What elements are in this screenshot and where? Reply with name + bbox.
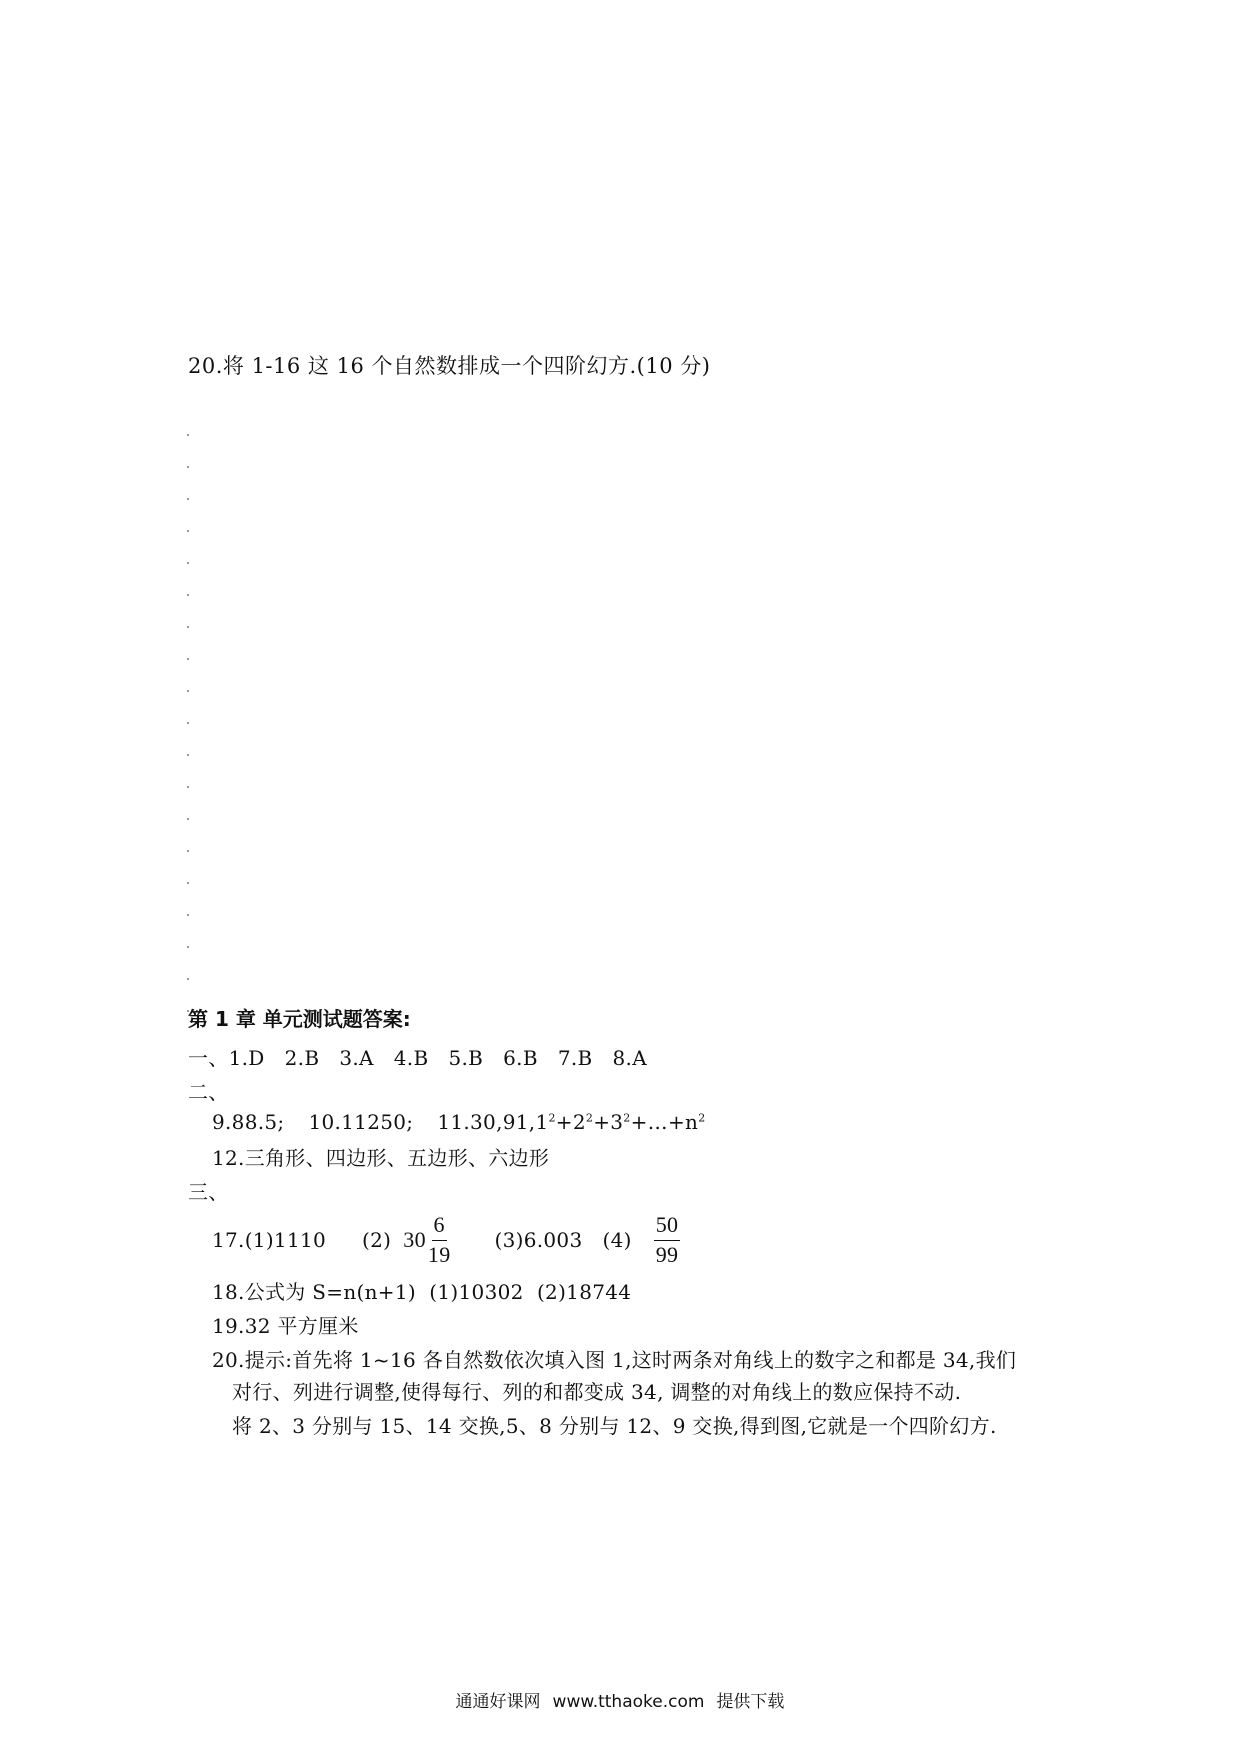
answer-12: 12.三角形、四边形、五边形、六边形 <box>212 1146 550 1170</box>
answer-18: 18.公式为 S=n(n+1) (1)10302 (2)18744 <box>212 1280 632 1304</box>
section-1-label: 一、 <box>188 1046 229 1070</box>
answer-19: 19.32 平方厘米 <box>212 1314 359 1338</box>
footer-tagline: 提供下载 <box>716 1692 785 1712</box>
answer-6: 6.B <box>503 1046 538 1070</box>
answer-17-part-4-fraction: $\frac{50}{99}$ <box>655 1212 679 1267</box>
answer-20-line-2: 对行、列进行调整,使得每行、列的和都变成 34, 调整的对角线上的数应保持不动. <box>232 1380 962 1404</box>
answer-4: 4.B <box>393 1046 429 1070</box>
footer-url[interactable]: www.tthaoke.com <box>552 1692 705 1712</box>
answer-9: 9.88.5; <box>212 1110 285 1134</box>
answer-11-prefix: 11.30,91, <box>437 1110 536 1134</box>
footer <box>0 1687 1240 1712</box>
answer-17 <box>212 1204 680 1276</box>
section-1-answers <box>188 1042 667 1071</box>
answer-2: 2.B <box>284 1046 320 1070</box>
answer-20-line-3: 将 2、3 分别与 15、14 交换,5、8 分别与 12、9 交换,得到图,它就是一个四阶幻方. <box>232 1414 997 1438</box>
section-2-line-1 <box>212 1110 706 1134</box>
section-3-label: 三、 <box>188 1180 229 1204</box>
answer-17-part-3: (3)6.003 <box>494 1228 583 1252</box>
answer-1: 1.D <box>228 1046 265 1070</box>
answer-17-part-1: 17.(1)1110 <box>212 1228 327 1252</box>
answer-3: 3.A <box>339 1046 374 1070</box>
answer-11-formula: $1^2+2^2+3^2+\dots+n^2$ <box>535 1110 706 1134</box>
question-20: 20.将 1-16 这 16 个自然数排成一个四阶幻方.(10 分) <box>188 354 711 378</box>
answer-17-part-2-whole: 30 <box>403 1227 426 1252</box>
answer-17-part-2-fraction: $\frac{6}{19}$ <box>427 1212 451 1267</box>
answer-5: 5.B <box>448 1046 484 1070</box>
answer-8: 8.A <box>612 1046 647 1070</box>
answer-20-line-1: 20.提示:首先将 1~16 各自然数依次填入图 1,这时两条对角线上的数字之和都是 34,我们 <box>212 1348 1017 1372</box>
answer-7: 7.B <box>557 1046 593 1070</box>
footer-site-name: 通通好课网 <box>455 1692 541 1712</box>
answer-17-part-2-label: (2) <box>362 1228 392 1252</box>
answer-10: 10.11250; <box>308 1110 414 1134</box>
answers-heading: 第 1 章 单元测试题答案: <box>188 1007 411 1031</box>
answer-17-part-4-label: (4) <box>602 1228 632 1252</box>
section-2-label: 二、 <box>188 1080 229 1104</box>
